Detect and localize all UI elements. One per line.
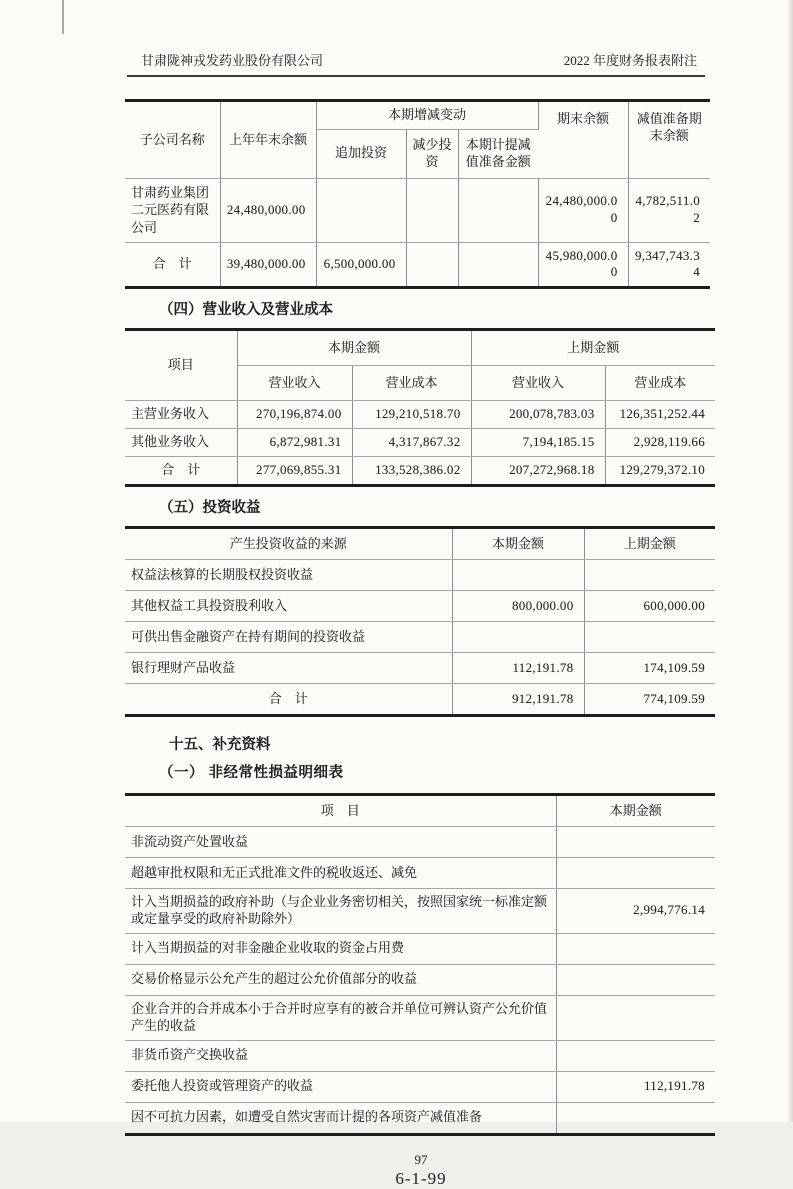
table-total-row	[125, 242, 710, 288]
company-name: 甘肃陇神戎发药业股份有限公司	[141, 53, 324, 68]
cell-ending-balance: 24,480,000.00	[538, 178, 628, 242]
column-header-income-source: 产生投资收益的来源	[125, 527, 452, 559]
cell-item: 非货币资产交换收益	[125, 1040, 556, 1071]
cell-reduced-investment	[406, 242, 458, 288]
cell-current-amount: 912,191.78	[452, 683, 584, 715]
cell-item: 计入当期损益的对非金融企业收取的资金占用费	[125, 933, 556, 964]
subsidiary-investment-table	[125, 99, 710, 289]
cell-current-cost: 133,528,386.02	[352, 457, 471, 486]
cell-reduced-investment	[406, 178, 458, 242]
cell-current-amount: 2,994,776.14	[556, 888, 715, 933]
cell-current-cost: 4,317,867.32	[352, 429, 471, 457]
column-header-impairment-ending-balance: 减值准备期末余额	[628, 101, 710, 179]
cell-prior-revenue: 207,272,968.18	[471, 457, 605, 486]
column-header-cost-current: 营业成本	[352, 366, 471, 401]
cell-total-label: 合 计	[125, 683, 452, 715]
column-header-prior-year-balance: 上年年末余额	[220, 101, 316, 179]
report-title: 2022 年度财务报表附注	[563, 53, 697, 68]
cell-current-amount	[452, 559, 584, 590]
column-header-ending-balance: 期末余额	[538, 101, 628, 179]
cell-current-amount	[556, 933, 715, 964]
section-heading-investment-income: （五）投资收益	[159, 499, 261, 516]
section-heading-revenue-cost: （四）营业收入及营业成本	[159, 302, 333, 319]
table-row	[125, 652, 715, 683]
cell-source: 权益法核算的长期股权投资收益	[125, 559, 452, 590]
table-row	[125, 1102, 715, 1134]
document-code: 6-1-99	[395, 1168, 447, 1188]
cell-prior-amount	[584, 621, 715, 652]
table-row	[125, 995, 715, 1040]
table-row	[125, 178, 710, 242]
cell-additional-investment	[316, 178, 406, 242]
cell-current-amount	[556, 857, 715, 888]
cell-prior-revenue: 200,078,783.03	[471, 401, 605, 429]
cell-prior-cost: 126,351,252.44	[605, 401, 715, 429]
column-header-additional-investment: 追加投资	[316, 129, 406, 178]
cell-prior-amount	[584, 559, 715, 590]
table-row	[125, 1040, 715, 1071]
cell-total-label: 合 计	[125, 242, 220, 288]
cell-source: 银行理财产品收益	[125, 652, 452, 683]
cell-prior-amount: 600,000.00	[584, 590, 715, 621]
section-heading-supplementary: 十五、补充资料	[169, 736, 271, 753]
column-header-revenue-current: 营业收入	[237, 366, 352, 401]
table-total-row	[125, 457, 715, 486]
cell-subsidiary-name: 甘肃药业集团二元医药有限公司	[125, 178, 220, 242]
cell-current-revenue: 270,196,874.00	[237, 401, 352, 429]
cell-impairment-provision	[458, 242, 538, 288]
table-row	[125, 401, 715, 429]
column-header-current-amount: 本期金额	[452, 527, 584, 559]
cell-item: 超越审批权限和无正式批准文件的税收返还、减免	[125, 857, 556, 888]
cell-source: 可供出售金融资产在持有期间的投资收益	[125, 621, 452, 652]
column-header-reduced-investment: 减少投资	[406, 129, 458, 178]
column-header-subsidiary-name: 子公司名称	[125, 101, 220, 179]
cell-current-cost: 129,210,518.70	[352, 401, 471, 429]
table-row	[125, 826, 715, 857]
cell-current-amount	[452, 621, 584, 652]
cell-prior-balance: 24,480,000.00	[220, 178, 316, 242]
cell-current-amount	[556, 964, 715, 995]
table-row	[125, 621, 715, 652]
cell-current-amount: 800,000.00	[452, 590, 584, 621]
cell-total-label: 合 计	[125, 457, 237, 486]
table-row	[125, 857, 715, 888]
cell-current-revenue: 6,872,981.31	[237, 429, 352, 457]
table-row	[125, 429, 715, 457]
cell-current-amount: 112,191.78	[556, 1071, 715, 1102]
column-header-revenue-prior: 营业收入	[471, 366, 605, 401]
table-row	[125, 964, 715, 995]
table-row	[125, 590, 715, 621]
column-header-current-period-group: 本期金额	[237, 330, 471, 366]
column-header-prior-amount: 上期金额	[584, 527, 715, 559]
cell-prior-amount: 774,109.59	[643, 690, 705, 706]
cell-prior-revenue: 7,194,185.15	[471, 429, 605, 457]
investment-income-table	[125, 526, 715, 717]
cell-item: 其他业务收入	[125, 429, 237, 457]
table-row	[125, 559, 715, 590]
page-number: 97	[414, 1151, 428, 1167]
cell-impairment-provision	[458, 178, 538, 242]
cell-current-amount	[556, 1102, 715, 1134]
column-header-cost-prior: 营业成本	[605, 366, 715, 401]
cell-prior-balance: 39,480,000.00	[220, 242, 316, 288]
column-header-item: 项目	[125, 330, 237, 401]
cell-prior-amount: 174,109.59	[584, 652, 715, 683]
column-header-prior-period-group: 上期金额	[471, 330, 715, 366]
section-heading-nonrecurring: （一） 非经常性损益明细表	[159, 764, 344, 781]
cell-item: 非流动资产处置收益	[125, 826, 556, 857]
document-header	[127, 50, 705, 77]
column-header-current-change-group: 本期增减变动	[316, 101, 538, 130]
cell-prior-cost: 129,279,372.10	[619, 462, 706, 478]
column-header-impairment-provision: 本期计提减值准备金额	[458, 129, 538, 178]
cell-item: 计入当期损益的政府补助（与企业业务密切相关，按照国家统一标准定额或定量享受的政府补助除外）	[125, 888, 556, 933]
nonrecurring-items-table	[125, 793, 715, 1136]
cell-item: 企业合并的合并成本小于合并时应享有的被合并单位可辨认资产公允价值产生的收益	[125, 995, 556, 1040]
cell-item: 委托他人投资或管理资产的收益	[125, 1071, 556, 1102]
cell-current-amount	[556, 1040, 715, 1071]
cell-prior-cost: 2,928,119.66	[605, 429, 715, 457]
page-content	[125, 99, 717, 1189]
cell-source: 其他权益工具投资股利收入	[125, 590, 452, 621]
cell-impairment-ending: 4,782,511.02	[628, 178, 710, 242]
cell-item: 因不可抗力因素，如遭受自然灾害而计提的各项资产减值准备	[125, 1102, 556, 1134]
column-header-current-amount: 本期金额	[556, 794, 715, 826]
column-header-item: 项 目	[125, 794, 556, 826]
cell-current-amount: 112,191.78	[452, 652, 584, 683]
revenue-cost-table	[125, 328, 715, 487]
cell-item: 交易价格显示公允产生的超过公允价值部分的收益	[125, 964, 556, 995]
table-row	[125, 888, 715, 933]
cell-additional-investment: 6,500,000.00	[316, 242, 406, 288]
cell-current-amount	[556, 995, 715, 1040]
cell-current-amount	[556, 826, 715, 857]
page-footer	[125, 1152, 717, 1189]
cell-impairment-ending: 9,347,743.34	[634, 247, 701, 280]
table-total-row	[125, 683, 715, 715]
cell-current-revenue: 277,069,855.31	[237, 457, 352, 486]
table-row	[125, 1071, 715, 1102]
cell-ending-balance: 45,980,000.00	[538, 242, 628, 288]
cell-item: 主营业务收入	[125, 401, 237, 429]
table-row	[125, 933, 715, 964]
